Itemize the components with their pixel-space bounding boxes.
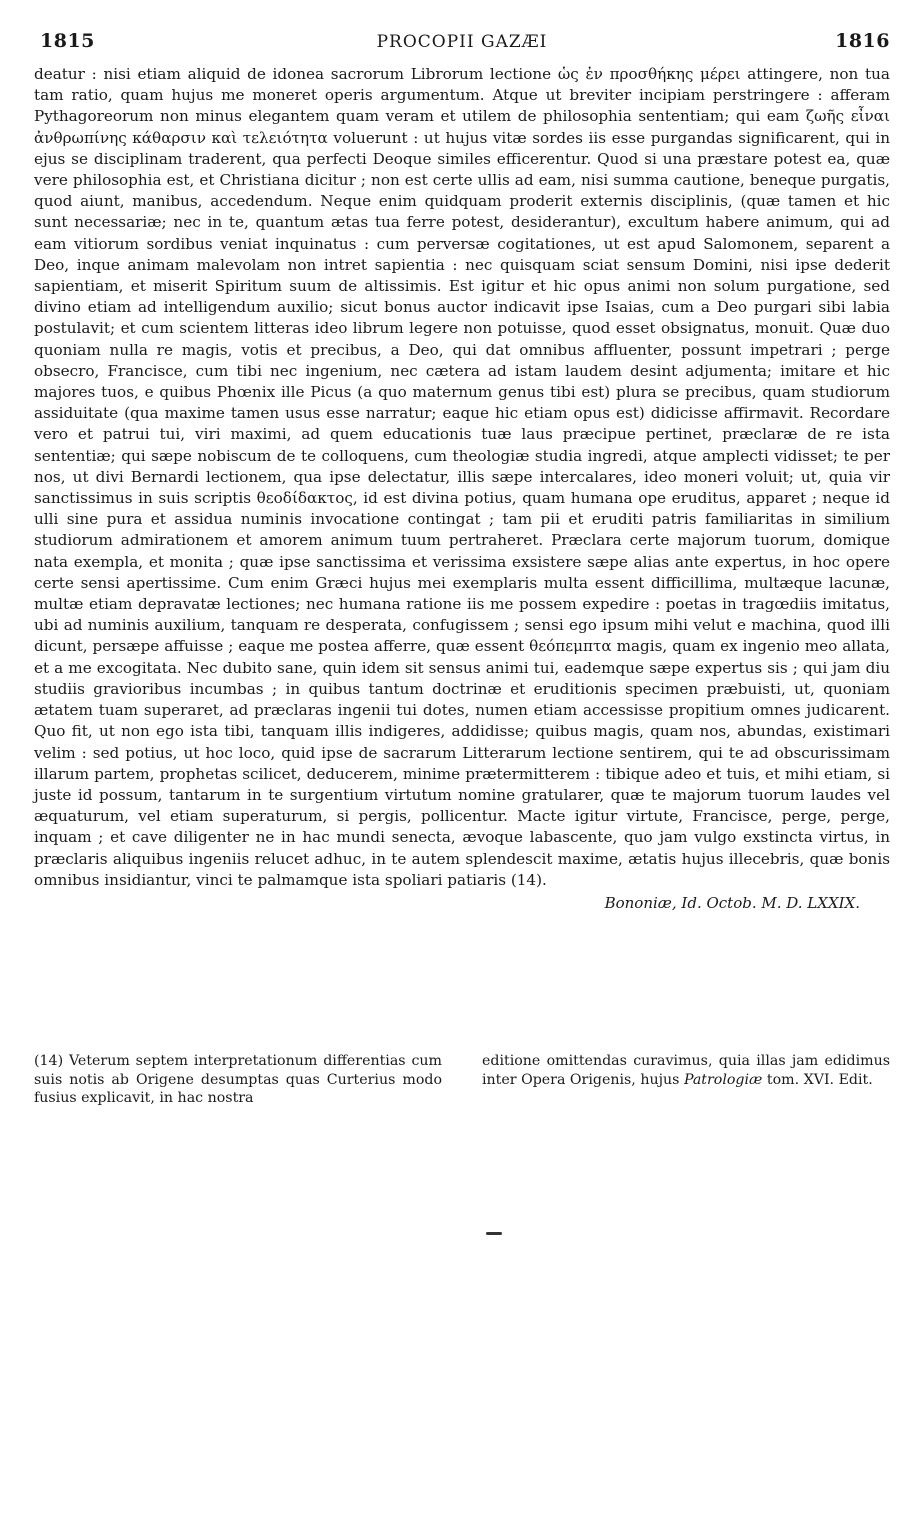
main-paragraph: deatur : nisi etiam aliquid de idonea sacrorum Librorum lectione ὡς ἐν προσθήκης μέρει attingere, non tua tam ratio, quam hujus me moneret operis argumentum. Atque ut breviter incipiam perstringere : afferam Pythagoreorum non minus elegantem quam veram et utilem de philosophia sententiam; qui eam ζωῆς εἶναι ἀνθρωπίνης κάθαρσιν καὶ τελειότητα voluerunt : ut hujus vitæ sordes iis esse purgandas significarent, qui in ejus se disciplinam traderent, qua perfecti Deoque similes efficerentur. Quod si una præstare potest ea, quæ vere philosophia est, et Christiana dicitur ; non est certe ullis ad eam, nisi summa cautione, beneque purgatis, quod aiunt, manibus, accedendum. Neque enim quidquam proderit externis disciplinis, (quæ tamen et hic sunt necessariæ; nec in te, quantum ætas tua ferre potest, desiderantur), excultum habere animum, qui ad eam vitiorum sordibus veniat inquinatus : cum perversæ cogitationes, ut est apud Salomonem, separent a Deo, inque animam malevolam non intret sapientia : nec quisquam sciat sensum Domini, nisi ipse dederit sapientiam, et miserit Spiritum suum de altissimis. Est igitur et hic opus animi non solum purgatione, sed divino etiam ad intelligendum auxilio; sicut bonus auctor indicavit ipse Isaias, cum a Deo purgari sibi labia postulavit; et cum scientem litteras ideo librum legere non potuisse, quod esset obsignatus, monuit. Quæ duo quoniam nulla re magis, votis et precibus, a Deo, qui dat omnibus affluenter, possunt impetrari ; perge obsecro, Francisce, cum tibi nec ingenium, nec cætera ad istam laudem desint adjumenta; imitare et hic majores tuos, e quibus Phœnix ille Picus (a quo maternum genus tibi est) plura se precibus, quam studiorum assiduitate (qua maxime tamen usus esse narratur; eaque hic etiam opus est) didicisse affirmavit. Recordare vero et patrui tui, viri maximi, ad quem educationis tuæ laus præcipue pertinet, præclaræ de re ista sententiæ; qui sæpe nobiscum de te colloquens, cum theologiæ studia ingredi, atque amplecti vidisset; te per nos, ut divi Bernardi lectionem, qua ipse delectatur, illis sæpe intercalares, ideo moneri voluit; ut, quia vir sanctissimus in suis scriptis θεοδίδακτος, id est divina potius, quam humana ope eruditus, apparet ; neque id ulli sine pura et assidua numinis invocatione contingat ; tam pii et eruditi patris familiaritas in similium studiorum admirationem et amorem animum tuum pertraheret. Præclara certe majorum tuorum, domique nata exempla, et monita ; quæ ipse sanctissima et verissima exsistere sæpe alias ante expertus, in hoc opere certe sensi apertissime. Cum enim Græci hujus mei exemplaris multa essent difficillima, multæque lacunæ, multæ etiam depravatæ lectiones; nec humana ratione iis me possem expedire : poetas in tragœdiis imitatus, ubi ad numinis auxilium, tanquam re desperata, confugissem ; sensi ego ipsum mihi velut e machina, quod illi dicunt, persæpe affuisse ; eaque me postea afferre, quæ essent θεόπεμπτα magis, quam ex ingenio meo allata, et a me excogitata. Nec dubito sane, quin idem sit sensus animi tui, eademque sæpe expertus sis ; qui jam diu studiis gravioribus incumbas ; in quibus tantum doctrinæ et eruditionis specimen præbuisti, ut, quoniam ætatem tuam superaret, ad præclaras ingenii tui dotes, numen etiam accessisse propitium omnes judicarent. Quo fit, ut non ego ista tibi, tanquam illis indigeres, addidisse; quibus magis, quam nos, abundas, existimari velim : sed potius, ut hoc loco, quid ipse de sacrarum Litterarum lectione sentirem, qui te ad obscurissimam illarum partem, prophetas scilicet, deducerem, minime prætermitterem : tibique adeo et tuis, et mihi etiam, si juste id possum, tantarum in te surgentium virtutum nomine gratularer, quæ te majorum tuorum laudes vel æquaturum, vel etiam superaturum, si pergis, pollicentur. Macte igitur virtute, Francisce, perge, perge, inquam ; et cave diligenter ne in hac mundi senecta, ævoque labascente, quo jam vulgo exstincta virtus, in præclaris aliquibus ingeniis relucet adhuc, in te autem splendescit maxime, ætatis hujus illecebris, quæ bonis omnibus insidiantur, vinci te palmamque ista spoliari patiaris (14). (34, 65, 890, 889)
page (34, 0, 890, 1106)
footnote-column-left: (14) Veterum septem interpretationum differentias cum suis notis ab Origene desumptas quas Curterius modo fusius explicavit, in hac nostra (34, 1053, 442, 1106)
footnote-text: editione omittendas curavimus, quia illas jam edidimus inter Opera Origenis, hujus (482, 1053, 890, 1088)
running-title: PROCOPII GAZÆI (376, 32, 548, 52)
page-header (34, 0, 890, 52)
footnote-italic: Patrologiæ (683, 1071, 763, 1088)
signature-date: Bononiæ, Id. Octob. M. D. LXXIX. (604, 893, 860, 912)
footnote-column-right (482, 1052, 890, 1108)
main-text (34, 64, 890, 914)
right-page-number: 1816 (835, 30, 890, 52)
end-ornament (486, 1232, 502, 1235)
footnote-end: tom. XVI. Edit. (766, 1071, 873, 1088)
footnotes (34, 1052, 890, 1108)
left-page-number: 1815 (40, 30, 95, 52)
